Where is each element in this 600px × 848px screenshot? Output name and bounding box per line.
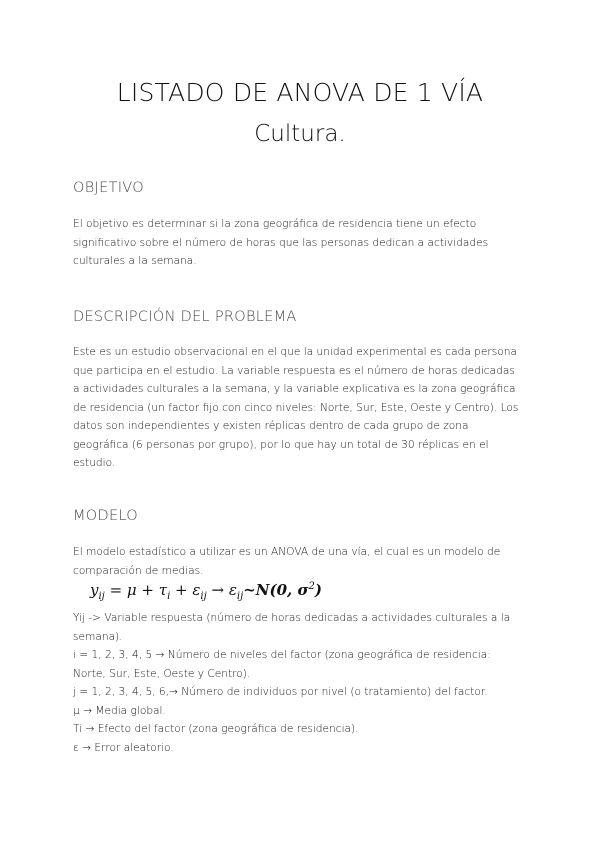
- heading-objetivo: OBJETIVO: [73, 180, 144, 196]
- text-line: i = 1, 2, 3, 4, 5 → Número de niveles del factor (zona geográfica de residencia:: [73, 649, 491, 661]
- eq-part: → ε: [206, 581, 237, 599]
- eq-part: + ε: [170, 581, 201, 599]
- text-line: que participa en el estudio. La variable respuesta es el número de horas dedicadas: [73, 364, 515, 377]
- text-line: ε → Error aleatorio.: [73, 741, 174, 754]
- eq-part: = μ + τ: [104, 581, 168, 599]
- heading-descripcion: DESCRIPCIÓN DEL PROBLEMA: [73, 309, 297, 325]
- eq-sub: ij: [200, 591, 207, 602]
- text-line: El objetivo es determinar si la zona geográfica de residencia tiene un efecto: [73, 218, 477, 230]
- eq-part: ~N(0, σ: [243, 581, 309, 599]
- eq-sub: ij: [236, 591, 244, 602]
- eq-sub: i: [167, 591, 171, 602]
- paragraph-descripcion: [73, 343, 533, 473]
- paragraph-objetivo: [73, 215, 533, 271]
- text-line: Norte, Sur, Este, Oeste y Centro).: [73, 667, 251, 680]
- text-line: significativo sobre el número de horas que las personas dedican a actividades: [73, 236, 489, 249]
- eq-part: ): [314, 581, 323, 599]
- paragraph-modelo-intro: [73, 543, 533, 580]
- text-line: culturales a la semana.: [73, 255, 197, 267]
- text-line: estudio.: [73, 457, 116, 469]
- text-line: Este es un estudio observacional en el que la unidad experimental es cada persona: [73, 346, 517, 358]
- model-equation: [90, 581, 322, 602]
- text-line: El modelo estadístico a utilizar es un ANOVA de una vía, el cual es un modelo de: [73, 546, 501, 558]
- text-line: comparación de medias.: [73, 564, 204, 577]
- heading-modelo: MODELO: [73, 508, 139, 524]
- text-line: Ti → Efecto del factor (zona geográfica de residencia).: [73, 723, 359, 735]
- paragraph-modelo-definitions: [73, 609, 533, 757]
- text-line: j = 1, 2, 3, 4, 5, 6,→ Número de individuos por nivel (o tratamiento) del factor.: [73, 686, 488, 698]
- text-line: datos son independientes y existen réplicas dentro de cada grupo de zona: [73, 420, 469, 432]
- page-title: LISTADO DE ANOVA DE 1 VÍA: [116, 78, 484, 107]
- text-line: μ → Media global.: [73, 704, 166, 717]
- text-line: a actividades culturales a la semana, y la variable explicativa es la zona geográfica: [73, 383, 516, 395]
- eq-sup: 2: [308, 581, 315, 592]
- text-line: Yij -> Variable respuesta (número de horas dedicadas a actividades culturales a la: [73, 612, 511, 624]
- eq-sub: ij: [98, 591, 105, 602]
- eq-part: y: [90, 581, 99, 599]
- text-line: de residencia (un factor fijo con cinco niveles: Norte, Sur, Este, Oeste y Centro). Los: [73, 401, 519, 414]
- text-line: semana).: [73, 630, 123, 643]
- page-subtitle: Cultura.: [254, 121, 346, 147]
- text-line: geográfica (6 personas por grupo), por lo que hay un total de 30 réplicas en el: [73, 438, 489, 451]
